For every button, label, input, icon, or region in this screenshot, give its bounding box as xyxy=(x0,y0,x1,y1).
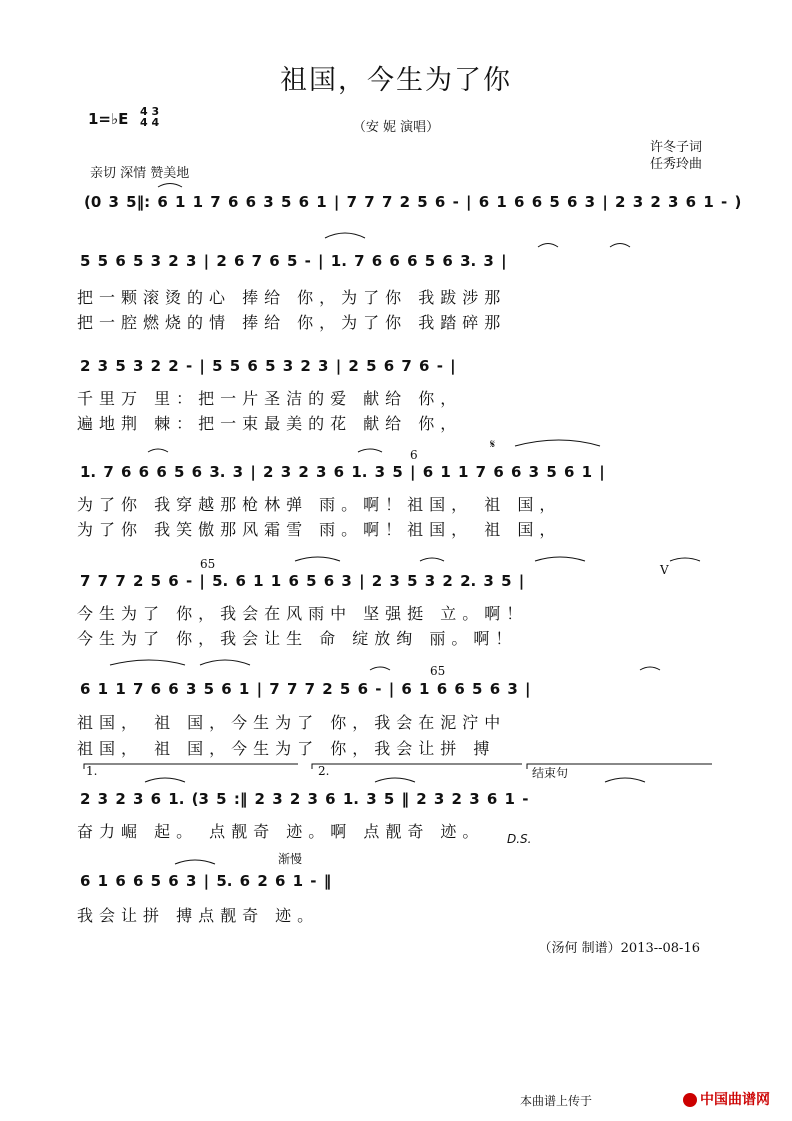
grace-note-2: 65 xyxy=(200,557,216,571)
time-signature: 4 3 4 4 xyxy=(140,105,160,129)
ritardando-mark: 渐慢 xyxy=(278,852,303,866)
slur xyxy=(295,557,340,561)
coda-bracket xyxy=(527,764,712,769)
slur xyxy=(375,778,415,782)
lyricist-credit: 许冬子词 xyxy=(649,140,702,155)
slur xyxy=(110,660,185,665)
score-row-6-notes: 6 1 1 7 6 6 3 5 6 1 | 7 7 7 2 5 6 - | 6 1 6 6 5 6 3 | xyxy=(80,680,531,698)
slur xyxy=(605,778,645,782)
volta-1-label: 1. xyxy=(86,764,98,778)
score-row-2-lyric-1: 把一颗滚烫的心 捧给 你，为了你 我跋涉那 xyxy=(77,288,507,307)
upload-note: 本曲谱上传于 xyxy=(519,1094,592,1108)
score-row-3-lyric-2: 遍地荆 棘：把一束最美的花 献给 你， xyxy=(77,414,463,433)
slur xyxy=(148,449,168,452)
slur xyxy=(358,449,382,452)
score-row-8-notes: 6 1 6 6 5 6 3 | 5. 6 2 6 1 - ‖ xyxy=(80,872,332,890)
slur xyxy=(175,860,215,864)
volta-bracket-2 xyxy=(312,764,522,769)
slur xyxy=(515,440,600,446)
slur xyxy=(370,667,390,670)
ds-mark: D.S. xyxy=(507,832,532,846)
key-signature: 1=♭E xyxy=(88,110,129,128)
composer-credit: 任秀玲曲 xyxy=(649,157,702,172)
grace-note-1: 6 xyxy=(410,448,418,462)
score-row-5-notes: 7 7 7 2 5 6 - | 5. 6 1 1 6 5 6 3 | 2 3 5 3 2 2. 3 5 | xyxy=(80,572,525,590)
volta-2-label: 2. xyxy=(318,764,330,778)
score-row-7-lyric: 奋力崛 起。 点靓奇 迹。啊 点靓奇 迹。 xyxy=(77,822,485,841)
score-row-1-notes: (0 3 5‖: 6 1 1 7 6 6 3 5 6 1 | 7 7 7 2 5 6 - | 6 1 6 6 5 6 3 | 2 3 2 3 6 1 - ) xyxy=(84,193,742,211)
score-row-4-lyric-1: 为了你 我穿越那枪林弹 雨。啊！祖国， 祖 国， xyxy=(77,495,562,514)
slur xyxy=(670,558,700,561)
score-row-6-lyric-2: 祖国， 祖 国，今生为了 你，我会让拼 搏 xyxy=(77,739,496,758)
slur xyxy=(420,558,444,561)
grace-note-3: 65 xyxy=(430,664,446,678)
slur xyxy=(200,660,250,665)
slur xyxy=(610,244,630,248)
singer-credit: （安 妮 演唱） xyxy=(352,120,440,135)
slur xyxy=(640,667,660,670)
score-row-6-lyric-1: 祖国， 祖 国，今生为了 你，我会在泥泞中 xyxy=(77,713,507,732)
site-logo-text: 中国曲谱网 xyxy=(700,1092,770,1108)
slur xyxy=(538,244,558,248)
score-row-8-lyric: 我会让拼 搏点靓奇 迹。 xyxy=(77,906,320,925)
score-row-5-lyric-2: 今生为了 你，我会让生 命 绽放绚 丽。啊！ xyxy=(77,629,518,648)
slur xyxy=(145,778,185,782)
score-row-4-notes: 1. 7 6 6 6 5 6 3. 3 | 2 3 2 3 6 1. 3 5 | 6 1 1 7 6 6 3 5 6 1 | xyxy=(80,463,605,481)
score-row-2-lyric-2: 把一腔燃烧的情 捧给 你，为了你 我踏碎那 xyxy=(77,313,507,332)
score-row-2-notes: 5 5 6 5 3 2 3 | 2 6 7 6 5 - | 1. 7 6 6 6 5 6 3. 3 | xyxy=(80,252,507,270)
breath-mark: V xyxy=(660,563,669,577)
volta-bracket-1 xyxy=(84,764,298,769)
arranger-date: （汤何 制谱）2013--08-16 xyxy=(538,941,700,956)
slur xyxy=(535,557,585,561)
expression-marking: 亲切 深情 赞美地 xyxy=(90,166,190,181)
slur xyxy=(325,233,365,238)
coda-label: 结束句 xyxy=(532,766,569,780)
score-row-7-notes: 2 3 2 3 6 1. (3 5 :‖ 2 3 2 3 6 1. 3 5 ‖ 2 3 2 3 6 1 - xyxy=(80,790,529,808)
score-row-4-lyric-2: 为了你 我笑傲那风霜雪 雨。啊！祖国， 祖 国， xyxy=(77,520,562,539)
song-title: 祖国，今生为了你 xyxy=(280,65,512,96)
score-row-3-notes: 2 3 5 3 2 2 - | 5 5 6 5 3 2 3 | 2 5 6 7 6 - | xyxy=(80,357,456,375)
slur xyxy=(158,184,182,188)
score-row-3-lyric-1: 千里万 里：把一片圣洁的爱 献给 你， xyxy=(77,389,463,408)
segno-mark: 𝄋 xyxy=(490,437,496,451)
score-row-5-lyric-1: 今生为了 你，我会在风雨中 坚强挺 立。啊！ xyxy=(77,604,529,623)
